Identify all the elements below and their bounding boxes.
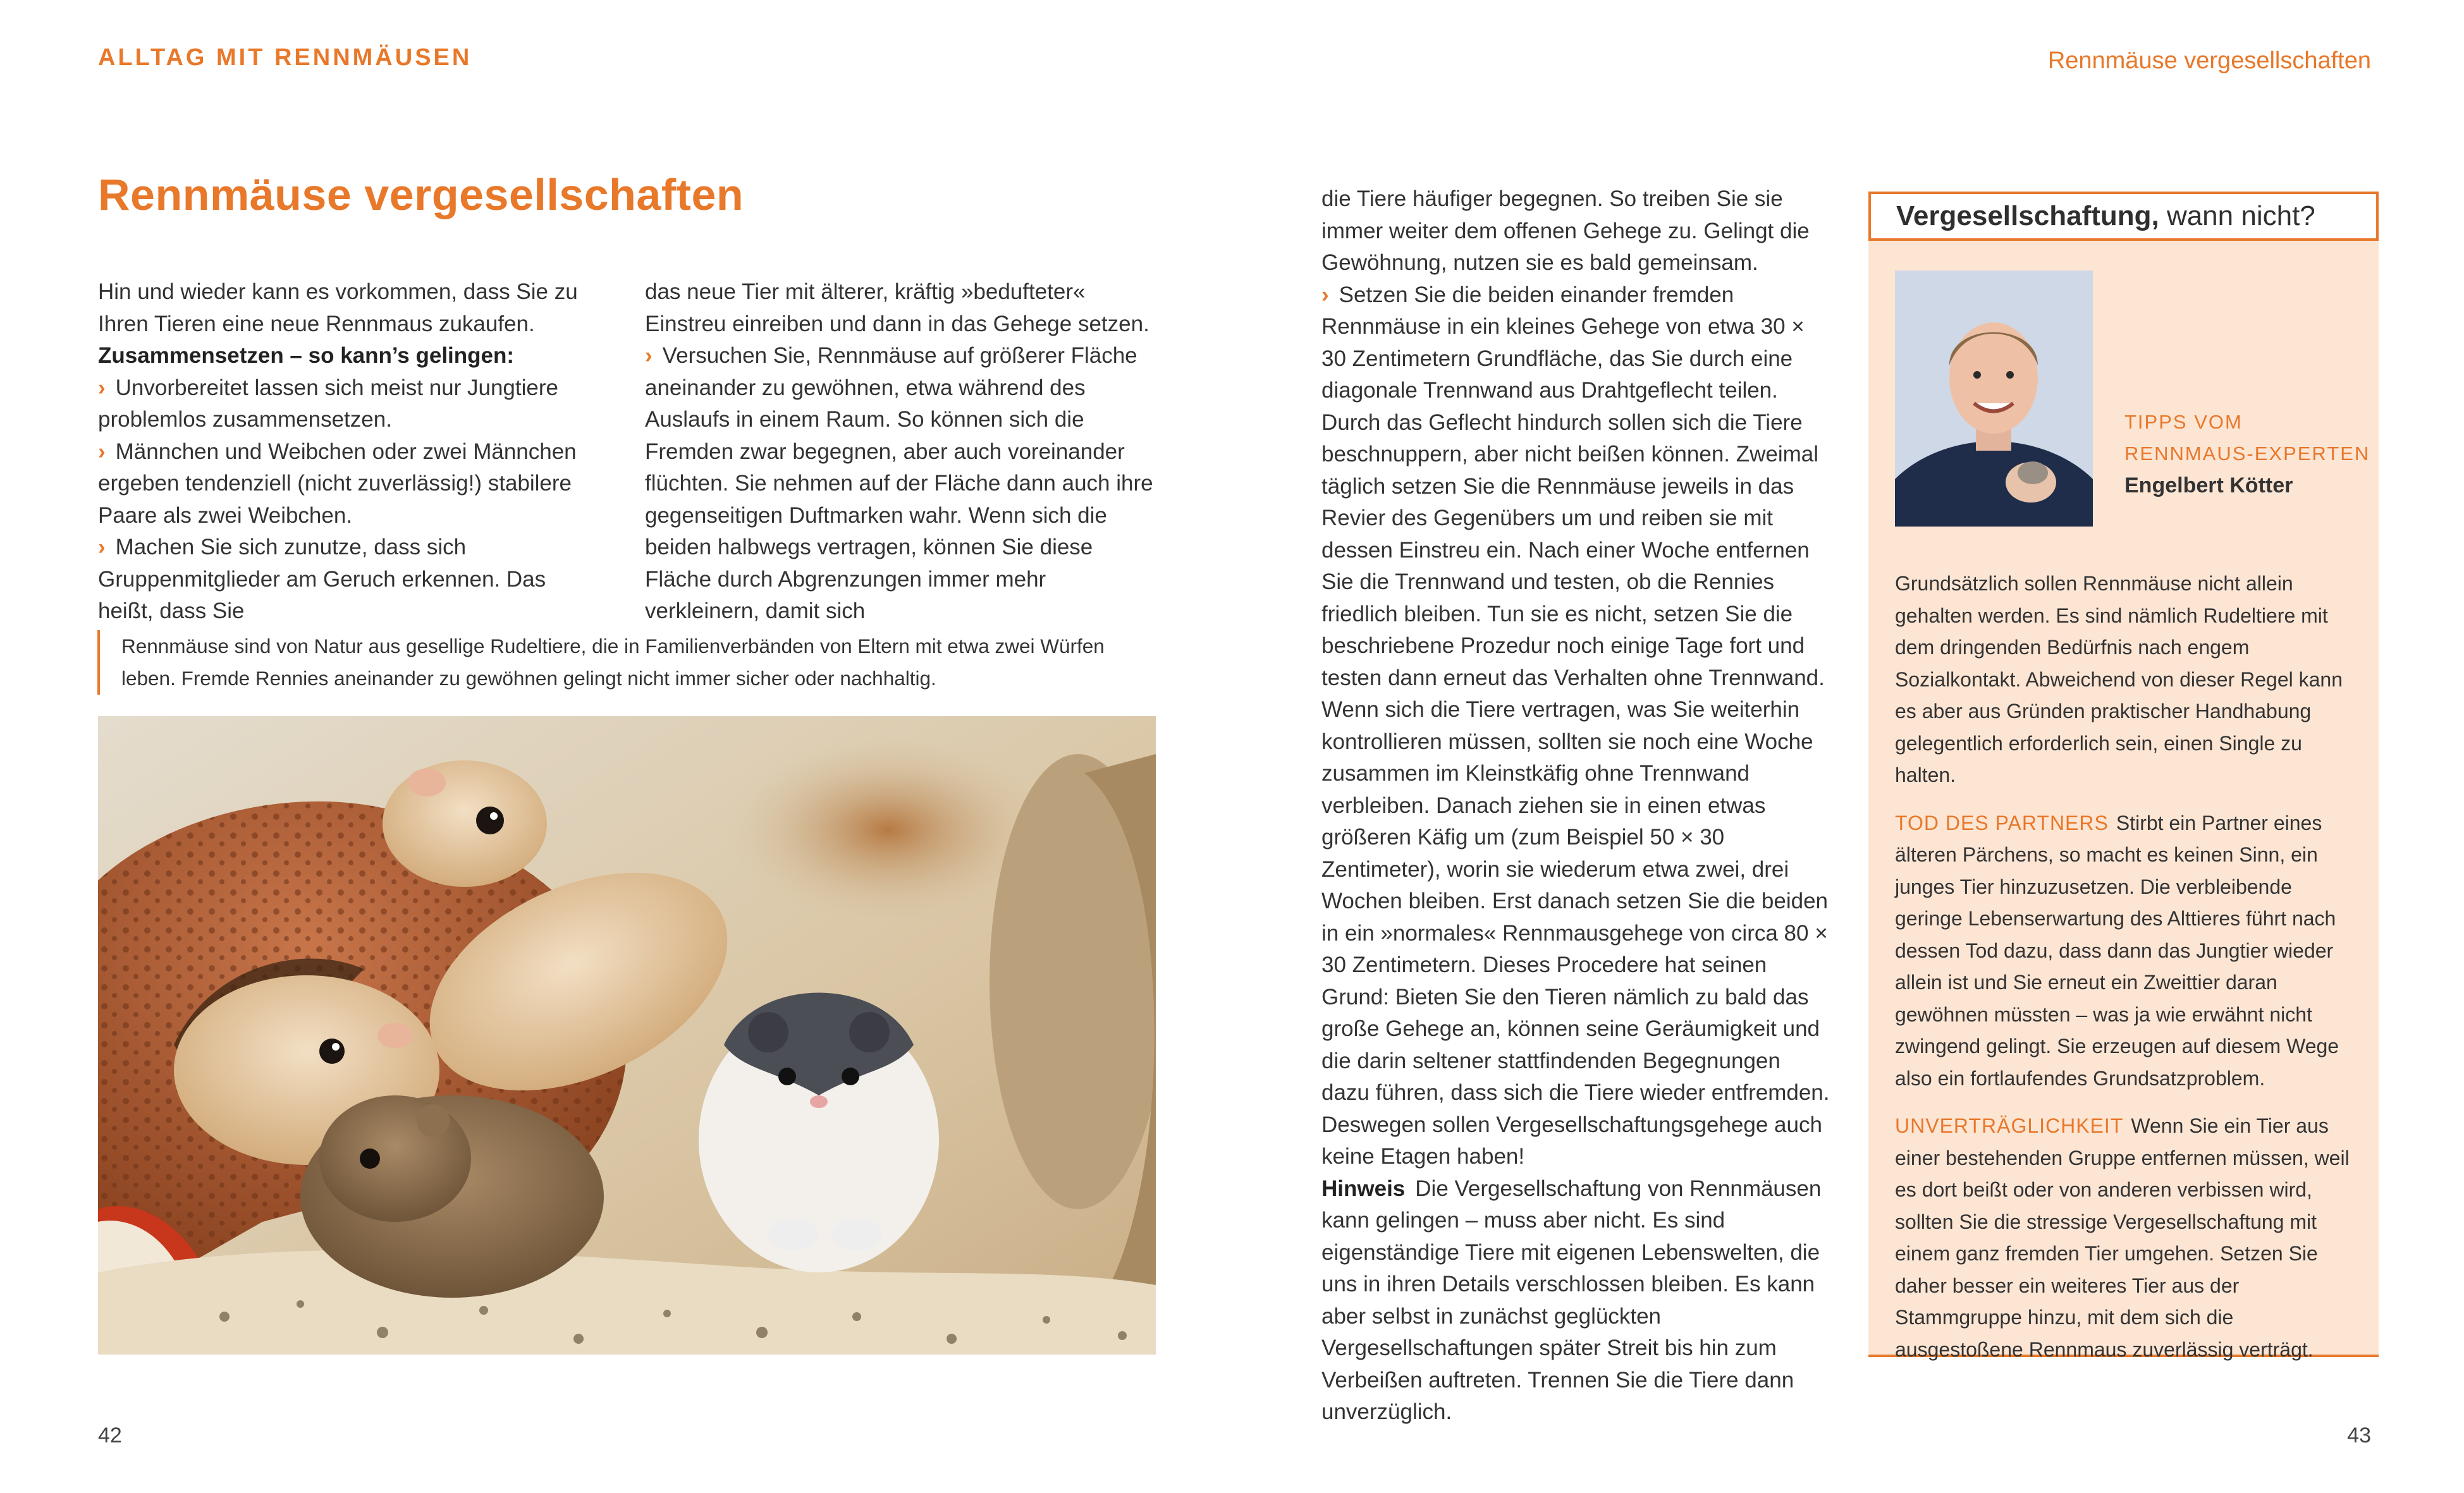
- list-item: › Unvorbereitet lassen sich meist nur Jungtiere problemlos zusammensetzen.: [98, 375, 558, 432]
- text-column-1: [98, 276, 598, 628]
- text-column-2: [645, 276, 1160, 628]
- expert-caption-line2: RENNMAUS-EXPERTEN: [2124, 442, 2370, 465]
- running-head-left: ALLTAG MIT RENNMÄUSEN: [98, 44, 472, 71]
- hint-label: Hinweis: [1321, 1176, 1406, 1201]
- tip-paragraph: TOD DES PARTNERS Stirbt ein Partner eines älteren Pärchens, so macht es keinen Sinn, ein junges Tier hinzuzusetzen. Die verbleibende geringe Lebenserwartung des Alttieres führt nach dessen Tod dazu, dass dann das Jungtier wieder allein ist und Sie erneut ein Zweittier daran gewöhnen müssten – was ja wie erwähnt nicht zwingend gelingt. Sie erzeugen auf diesem Wege also ein fortlaufendes Grundsatzproblem.: [1895, 811, 2339, 1090]
- page-number-right: 43: [2347, 1423, 2371, 1447]
- list-item: › Männchen und Weibchen oder zwei Männchen ergeben tendenziell (nicht zuverlässig!) stabilere Paare als zwei Weibchen.: [98, 439, 577, 528]
- paragraph: die Tiere häufiger begegnen. So treiben Sie sie immer weiter dem offenen Gehege zu. Gelingt die Gewöhnung, nutzen sie es bald gemeinsam.: [1321, 186, 1810, 275]
- tip-box-heading: [1868, 192, 2379, 241]
- list-item: › Setzen Sie die beiden einander fremden Rennmäuse in ein kleines Gehege von etwa 30 × 30 Zentimetern Grundfläche, das Sie durch eine diagonale Trennwand aus Drahtgeflecht teilen. Durch das Geflecht hindurch sollen sich die Tiere beschnuppern, aber nicht beißen können. Zweimal täglich setzen Sie die Rennmäuse jeweils in das Revier des Gegenübers um und reiben sie mit dessen Einstreu ein. Nach einer Woche entfernen Sie die Trennwand und testen, ob die Rennies friedlich bleiben. Tun sie es nicht, setzen Sie die beschriebene Prozedur noch einige Tage fort und testen dann erneut das Verhalten ohne Trennwand. Wenn sich die Tiere vertragen, was Sie weiterhin kontrollieren müssen, sollten sie noch eine Woche zusammen im Kleinstkäfig ohne Trennwand verbleiben. Danach ziehen sie in einen etwas größeren Käfig um (zum Beispiel 50 × 30 Zentimeter), worin sie wiederum etwa zwei, drei Wochen bleiben. Erst danach setzen Sie die beiden in ein »normales« Rennmausgehege von circa 80 × 30 Zentimetern. Dieses Procedere hat seinen Grund: Bieten Sie den Tieren nämlich zu bald das große Gehege an, können seine Geräumigkeit und die darin seltener stattfindenden Begegnungen dazu führen, dass sich die Tiere wieder entfremden. Deswegen sollen Vergesellschaftungsgehege auch keine Etagen haben!: [1321, 282, 1830, 1169]
- page-title: Rennmäuse vergesellschaften: [98, 170, 744, 219]
- tip-box: [1868, 192, 2379, 1361]
- intro-paragraph: Hin und wieder kann es vorkommen, dass Sie zu Ihren Tieren eine neue Rennmaus zukaufen.: [98, 279, 578, 336]
- gerbils-illustration: [98, 716, 1156, 1355]
- tip-box-heading-rest: wann nicht?: [2166, 200, 2315, 231]
- list-item: › Machen Sie sich zunutze, dass sich Gruppenmitglieder am Geruch erkennen. Das heißt, dass Sie: [98, 535, 546, 623]
- gerbils-photo: [98, 716, 1156, 1355]
- bullet-chevron-icon: ›: [98, 535, 106, 559]
- photo-caption: Rennmäuse sind von Natur aus gesellige Rudeltiere, die in Familienverbänden von Eltern mit etwa zwei Würfen leben. Fremde Rennies aneinander zu gewöhnen gelingt nicht immer sicher oder nachhaltig.: [97, 630, 1146, 695]
- expert-name: Engelbert Kötter: [2124, 473, 2293, 497]
- page-number-left: 42: [98, 1423, 122, 1447]
- running-head-right: Rennmäuse vergesellschaften: [2047, 47, 2371, 74]
- expert-portrait: [1895, 271, 2093, 527]
- tip-box-text: [1895, 568, 2363, 1381]
- bullet-chevron-icon: ›: [1321, 282, 1329, 307]
- hint-paragraph: Hinweis Die Vergesellschaftung von Rennmäusen kann gelingen – muss aber nicht. Es sind eigenständige Tiere mit eigenen Lebenswelten, die uns in ihren Details verschlossen bleiben. Es kann aber selbst in zunächst geglückten Vergesellschaftungen später Streit bis hin zum Verbeißen auftreten. Trennen Sie die Tiere dann unverzüglich.: [1321, 1176, 1822, 1424]
- subheading: Zusammensetzen – so kann’s gelingen:: [98, 343, 515, 368]
- tip-keyword: UNVERTRÄGLICHKEIT: [1895, 1114, 2124, 1137]
- tip-box-heading-bold: Vergesellschaftung,: [1896, 200, 2159, 231]
- expert-credit: [2124, 406, 2370, 501]
- bullet-chevron-icon: ›: [98, 439, 106, 464]
- text-column-3: [1321, 183, 1834, 1429]
- bullet-chevron-icon: ›: [645, 343, 653, 368]
- list-item: › Versuchen Sie, Rennmäuse auf größerer Fläche aneinander zu gewöhnen, etwa während des Auslaufs in einem Raum. So können sich die Fremden zwar begegnen, aber auch voreinander flüchten. Sie nehmen auf der Fläche dann auch ihre gegenseitigen Duftmarken wahr. Wenn sich die beiden halbwegs vertragen, können Sie diese Fläche durch Abgrenzungen immer mehr verkleinern, damit sich: [645, 343, 1153, 623]
- tip-paragraph: Grundsätzlich sollen Rennmäuse nicht allein gehalten werden. Es sind nämlich Rudeltiere mit dem dringenden Bedürfnis nach engem Sozialkontakt. Abweichend von dieser Regel kann es aber aus Gründen praktischer Handhabung gelegentlich erforderlich sein, einen Single zu halten.: [1895, 572, 2343, 786]
- tip-keyword: TOD DES PARTNERS: [1895, 811, 2109, 834]
- paragraph: das neue Tier mit älterer, kräftig »bedufteter« Einstreu einreiben und dann in das Gehege setzen.: [645, 279, 1149, 336]
- bullet-chevron-icon: ›: [98, 375, 106, 400]
- expert-portrait-illustration: [1895, 271, 2093, 527]
- expert-caption-line1: TIPPS VOM: [2124, 411, 2243, 433]
- tip-paragraph: UNVERTRÄGLICHKEIT Wenn Sie ein Tier aus einer bestehenden Gruppe entfernen müssen, weil es dort beißt oder von anderen verbissen wird, sollten Sie die stressige Vergesellschaftung mit einem ganz fremden Tier umgehen. Setzen Sie daher besser ein weiteres Tier aus der Stammgruppe hinzu, mit dem sich die ausgestoßene Rennmaus zuverlässig verträgt.: [1895, 1114, 2350, 1361]
